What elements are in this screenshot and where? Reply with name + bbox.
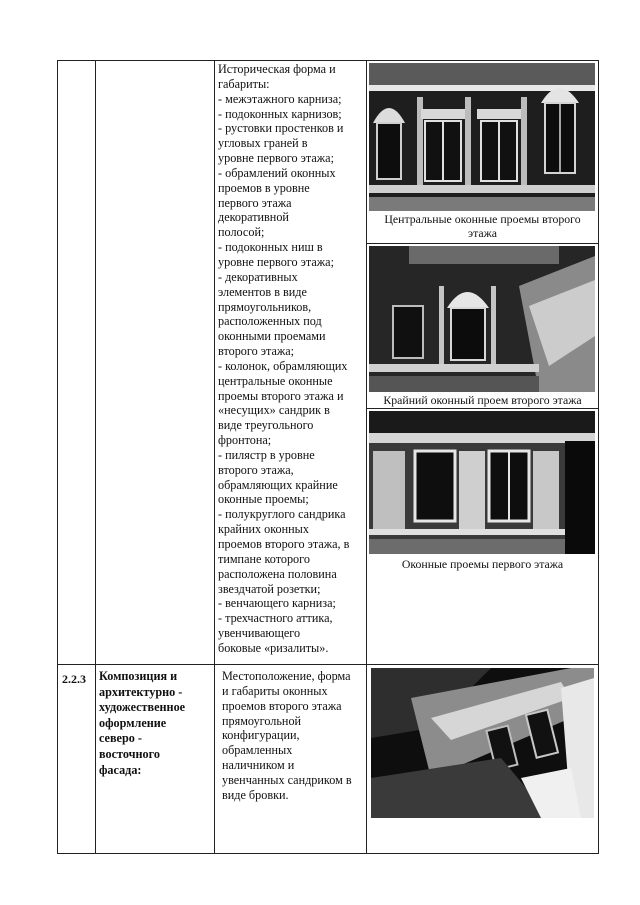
- text-line: наличником и: [222, 758, 295, 773]
- table-border-right: [598, 60, 599, 854]
- text-line: - полукруглого сандрика: [218, 507, 346, 522]
- text-line: Местоположение, форма: [222, 669, 351, 683]
- title-line: художественное: [99, 700, 186, 715]
- text-line: уровне первого этажа;: [218, 254, 334, 269]
- text-line: проемов в уровне: [218, 180, 310, 195]
- text-line: центральные оконные: [218, 373, 333, 388]
- caption-line: Крайний оконный проем второго этажа: [383, 393, 582, 407]
- text-line: проемов второго этажа: [222, 698, 342, 713]
- photo-divider-1: [366, 243, 599, 244]
- photo-caption: [366, 393, 599, 407]
- text-line: полосой;: [218, 225, 265, 240]
- title-line: Композиция и: [99, 669, 178, 683]
- title-line: северо -: [99, 731, 142, 746]
- text-line: уровне первого этажа;: [218, 151, 334, 166]
- text-line: виде бровки.: [222, 787, 289, 802]
- text-line: боковые «ризалиты».: [218, 640, 329, 655]
- text-line: увенчанных сандриком в: [222, 772, 352, 787]
- text-line: звездчатой розетки;: [218, 581, 321, 596]
- text-line: второго этажа;: [218, 344, 295, 359]
- text-line: декоративной: [218, 210, 289, 225]
- text-line: тимпане которого: [218, 551, 310, 566]
- text-line: первого этажа: [218, 195, 292, 210]
- title-line: архитектурно -: [99, 684, 183, 699]
- photo-outer-window: [369, 246, 595, 392]
- text-line: проемов второго этажа, в: [218, 537, 350, 551]
- text-line: конфигурации,: [222, 728, 300, 743]
- text-line: - колонок, обрамляющих: [218, 358, 348, 373]
- photo-northeast-facade: [371, 668, 594, 818]
- table-divider-col1: [95, 60, 96, 854]
- table-row-divider: [57, 664, 599, 665]
- caption-line: этажа: [468, 226, 497, 240]
- text-line: - декоративных: [218, 269, 298, 284]
- text-line: виде треугольного: [218, 418, 314, 433]
- text-line: второго этажа,: [218, 462, 294, 477]
- text-line: - пилястр в уровне: [218, 447, 315, 462]
- text-line: - подоконных ниш в: [218, 240, 323, 255]
- text-line: «несущих» сандрик в: [218, 403, 330, 418]
- photo-caption: [366, 557, 599, 571]
- text-line: оконные проемы;: [218, 492, 309, 507]
- table-border-top: [57, 60, 599, 61]
- title-line: оформление: [99, 715, 167, 730]
- text-line: - трехчастного аттика,: [218, 611, 333, 626]
- photo-caption: [366, 212, 599, 240]
- text-line: крайних оконных: [218, 522, 309, 537]
- table-border-left: [57, 60, 58, 854]
- title-line: фасада:: [99, 762, 142, 777]
- section-number: 2.2.3: [62, 672, 86, 686]
- section-title: [99, 669, 185, 778]
- text-line: - рустовки простенков и: [218, 121, 344, 136]
- table-divider-col2: [214, 60, 215, 854]
- text-line: - подоконных карнизов;: [218, 106, 342, 121]
- caption-line: Центральные оконные проемы второго: [384, 212, 581, 226]
- text-line: увенчивающего: [218, 626, 301, 641]
- text-line: - венчающего карниза;: [218, 596, 336, 611]
- photo-first-floor-windows: [369, 411, 595, 554]
- text-line: и габариты оконных: [222, 683, 328, 698]
- photo-divider-2: [366, 408, 599, 409]
- title-line: восточного: [99, 746, 160, 761]
- text-line: Историческая форма и: [218, 62, 336, 76]
- text-line: прямоугольной: [222, 713, 302, 728]
- text-line: расположена половина: [218, 566, 337, 581]
- text-line: элементов в виде: [218, 284, 307, 299]
- text-line: угловых граней в: [218, 136, 308, 151]
- text-line: габариты:: [218, 76, 270, 91]
- text-line: - межэтажного карниза;: [218, 91, 342, 106]
- table-divider-col3: [366, 60, 367, 854]
- text-line: прямоугольников,: [218, 299, 312, 314]
- text-line: - обрамлений оконных: [218, 165, 336, 180]
- text-line: обрамляющих крайние: [218, 477, 338, 492]
- text-line: обрамленных: [222, 743, 293, 758]
- text-line: расположенных под: [218, 314, 322, 329]
- table-border-bottom: [57, 853, 599, 854]
- text-line: проемы второго этажа и: [218, 388, 344, 403]
- row2-description: [222, 669, 352, 803]
- row1-description: [218, 62, 349, 656]
- text-line: фронтона;: [218, 433, 272, 448]
- text-line: оконными проемами: [218, 329, 326, 344]
- caption-line: Оконные проемы первого этажа: [401, 557, 564, 571]
- photo-central-windows: [369, 63, 595, 211]
